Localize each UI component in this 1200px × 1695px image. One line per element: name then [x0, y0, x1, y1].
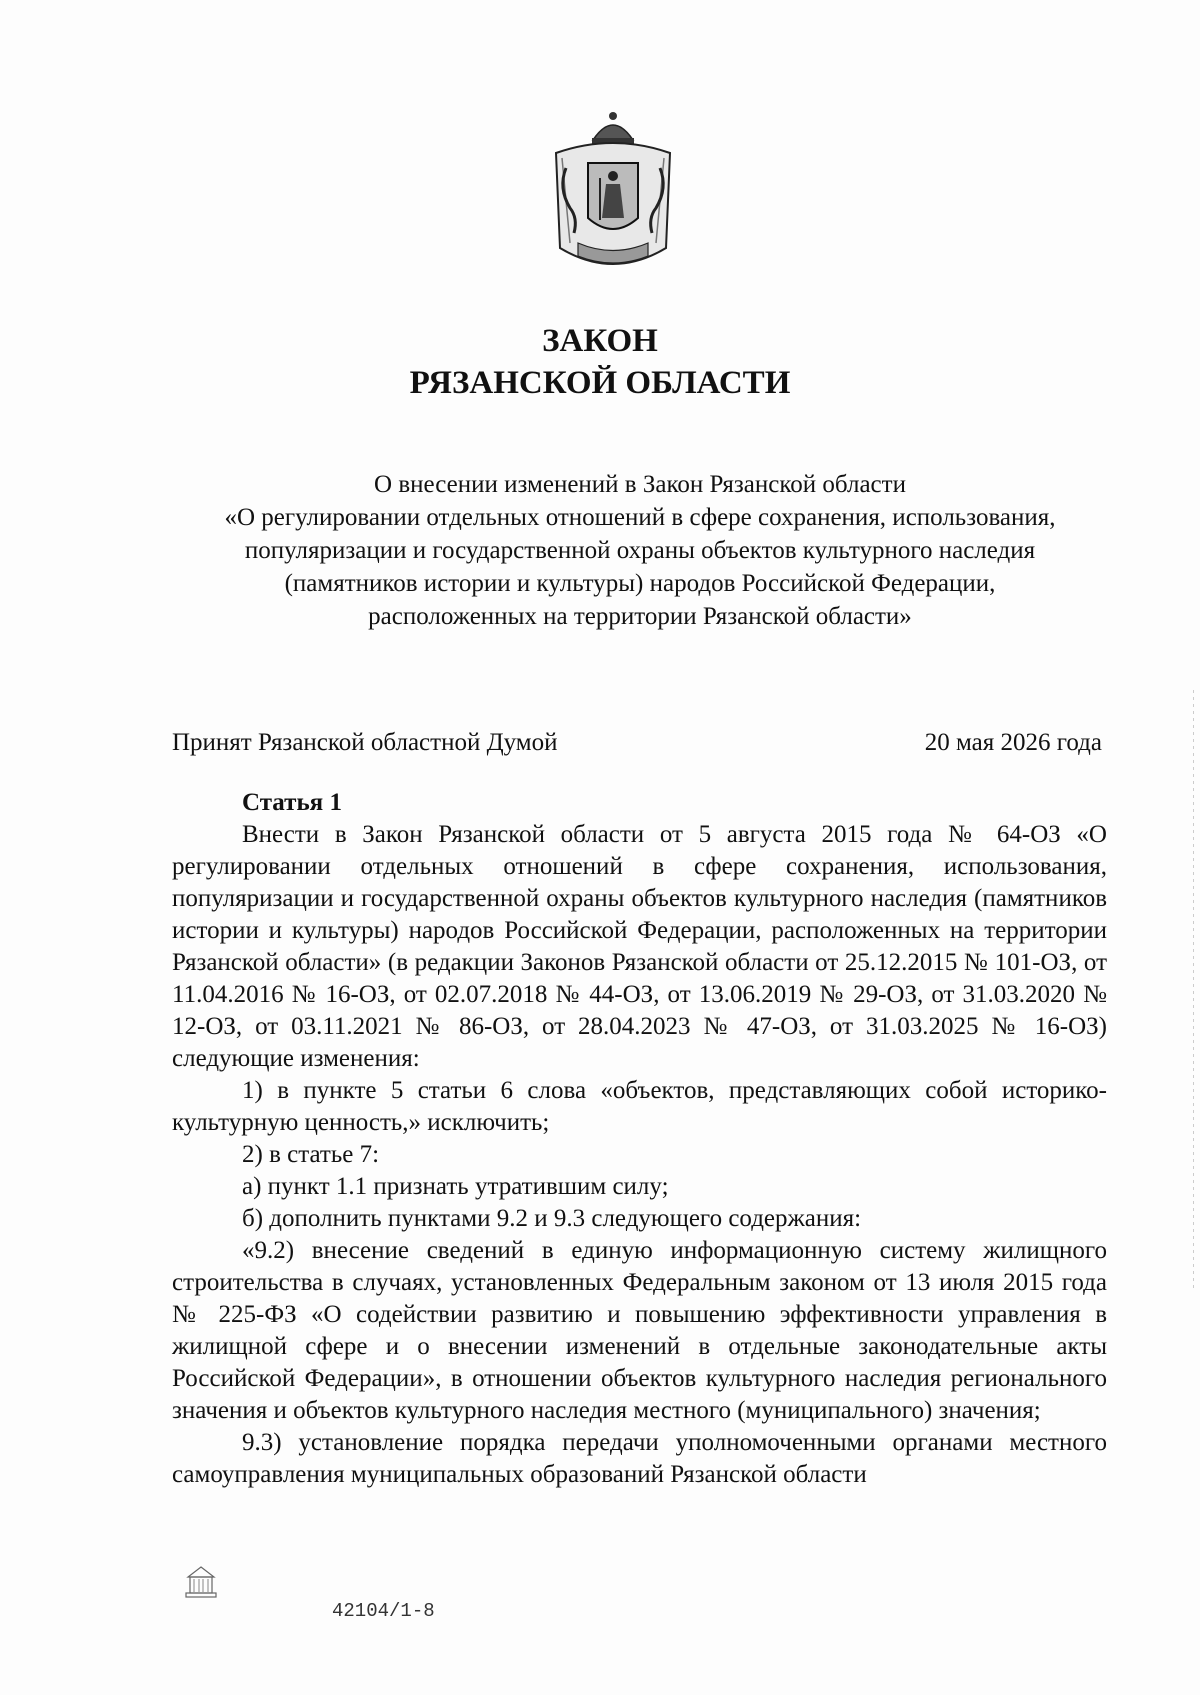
subtitle-line: расположенных на территории Рязанской области» [368, 603, 912, 630]
article-subitem: а) пункт 1.1 признать утратившим силу; [242, 1173, 669, 1200]
document-title [0, 320, 1200, 404]
article-item: 1) в пункте 5 статьи 6 слова «объектов, представляющих собой историко-культурную ценность,» исключить; [172, 1077, 1107, 1136]
article-clause: 9.3) установление порядка передачи уполномоченными органами местного самоуправления муниципальных образований Рязанской области [172, 1429, 1107, 1488]
article-intro-paragraph: Внести в Закон Рязанской области от 5 августа 2015 года № 64-ОЗ «О регулировании отдельных отношений в сфере сохранения, использования, популяризации и государственной охраны объектов культурного наследия (памятников истории и культуры) народов Российской Федерации, расположенных на территории Рязанской области» (в редакции Законов Рязанской области от 25.12.2015 № 101-ОЗ, от 11.04.2016 № 16-ОЗ, от 02.07.2018 № 44-ОЗ, от 13.06.2019 № 29-ОЗ, от 31.03.2020 № 12-ОЗ, от 03.11.2021 № 86-ОЗ, от 28.04.2023 № 47-ОЗ, от 31.03.2025 № 16-ОЗ) следующие изменения: [172, 821, 1107, 1072]
article-subitem: б) дополнить пунктами 9.2 и 9.3 следующего содержания: [242, 1205, 862, 1232]
title-line-region: РЯЗАНСКОЙ ОБЛАСТИ [409, 365, 791, 401]
scan-edge-artifact [1193, 690, 1194, 1290]
subtitle-line: популяризации и государственной охраны объектов культурного наследия [244, 537, 1036, 564]
article-heading: Статья 1 [242, 789, 342, 816]
adoption-date: 20 мая 2026 года [924, 729, 1102, 756]
title-line-law: ЗАКОН [542, 323, 658, 359]
document-code: 42104/1-8 [332, 1600, 435, 1622]
subtitle-line: (памятников истории и культуры) народов Российской Федерации, [284, 570, 996, 597]
duma-building-icon [182, 1565, 220, 1599]
subtitle-line: О внесении изменений в Закон Рязанской области [374, 471, 906, 498]
adopted-by: Принят Рязанской областной Думой [172, 729, 558, 756]
article-item: 2) в статье 7: [242, 1141, 380, 1168]
article-clause: «9.2) внесение сведений в единую информационную систему жилищного строительства в случаях, установленных Федеральным законом от 13 июля 2015 года № 225-ФЗ «О содействии развитию и повышению эффективности управления в жилищной сфере и о внесении изменений в отдельные законодательные акты Российской Федерации», в отношении объектов культурного наследия регионального значения и объектов культурного наследия местного (муниципального) значения; [172, 1237, 1107, 1424]
coat-of-arms-emblem [548, 108, 678, 278]
law-subtitle [160, 468, 1120, 633]
subtitle-line: «О регулировании отдельных отношений в сфере сохранения, использования, [224, 504, 1056, 531]
article-body [172, 787, 1107, 1491]
